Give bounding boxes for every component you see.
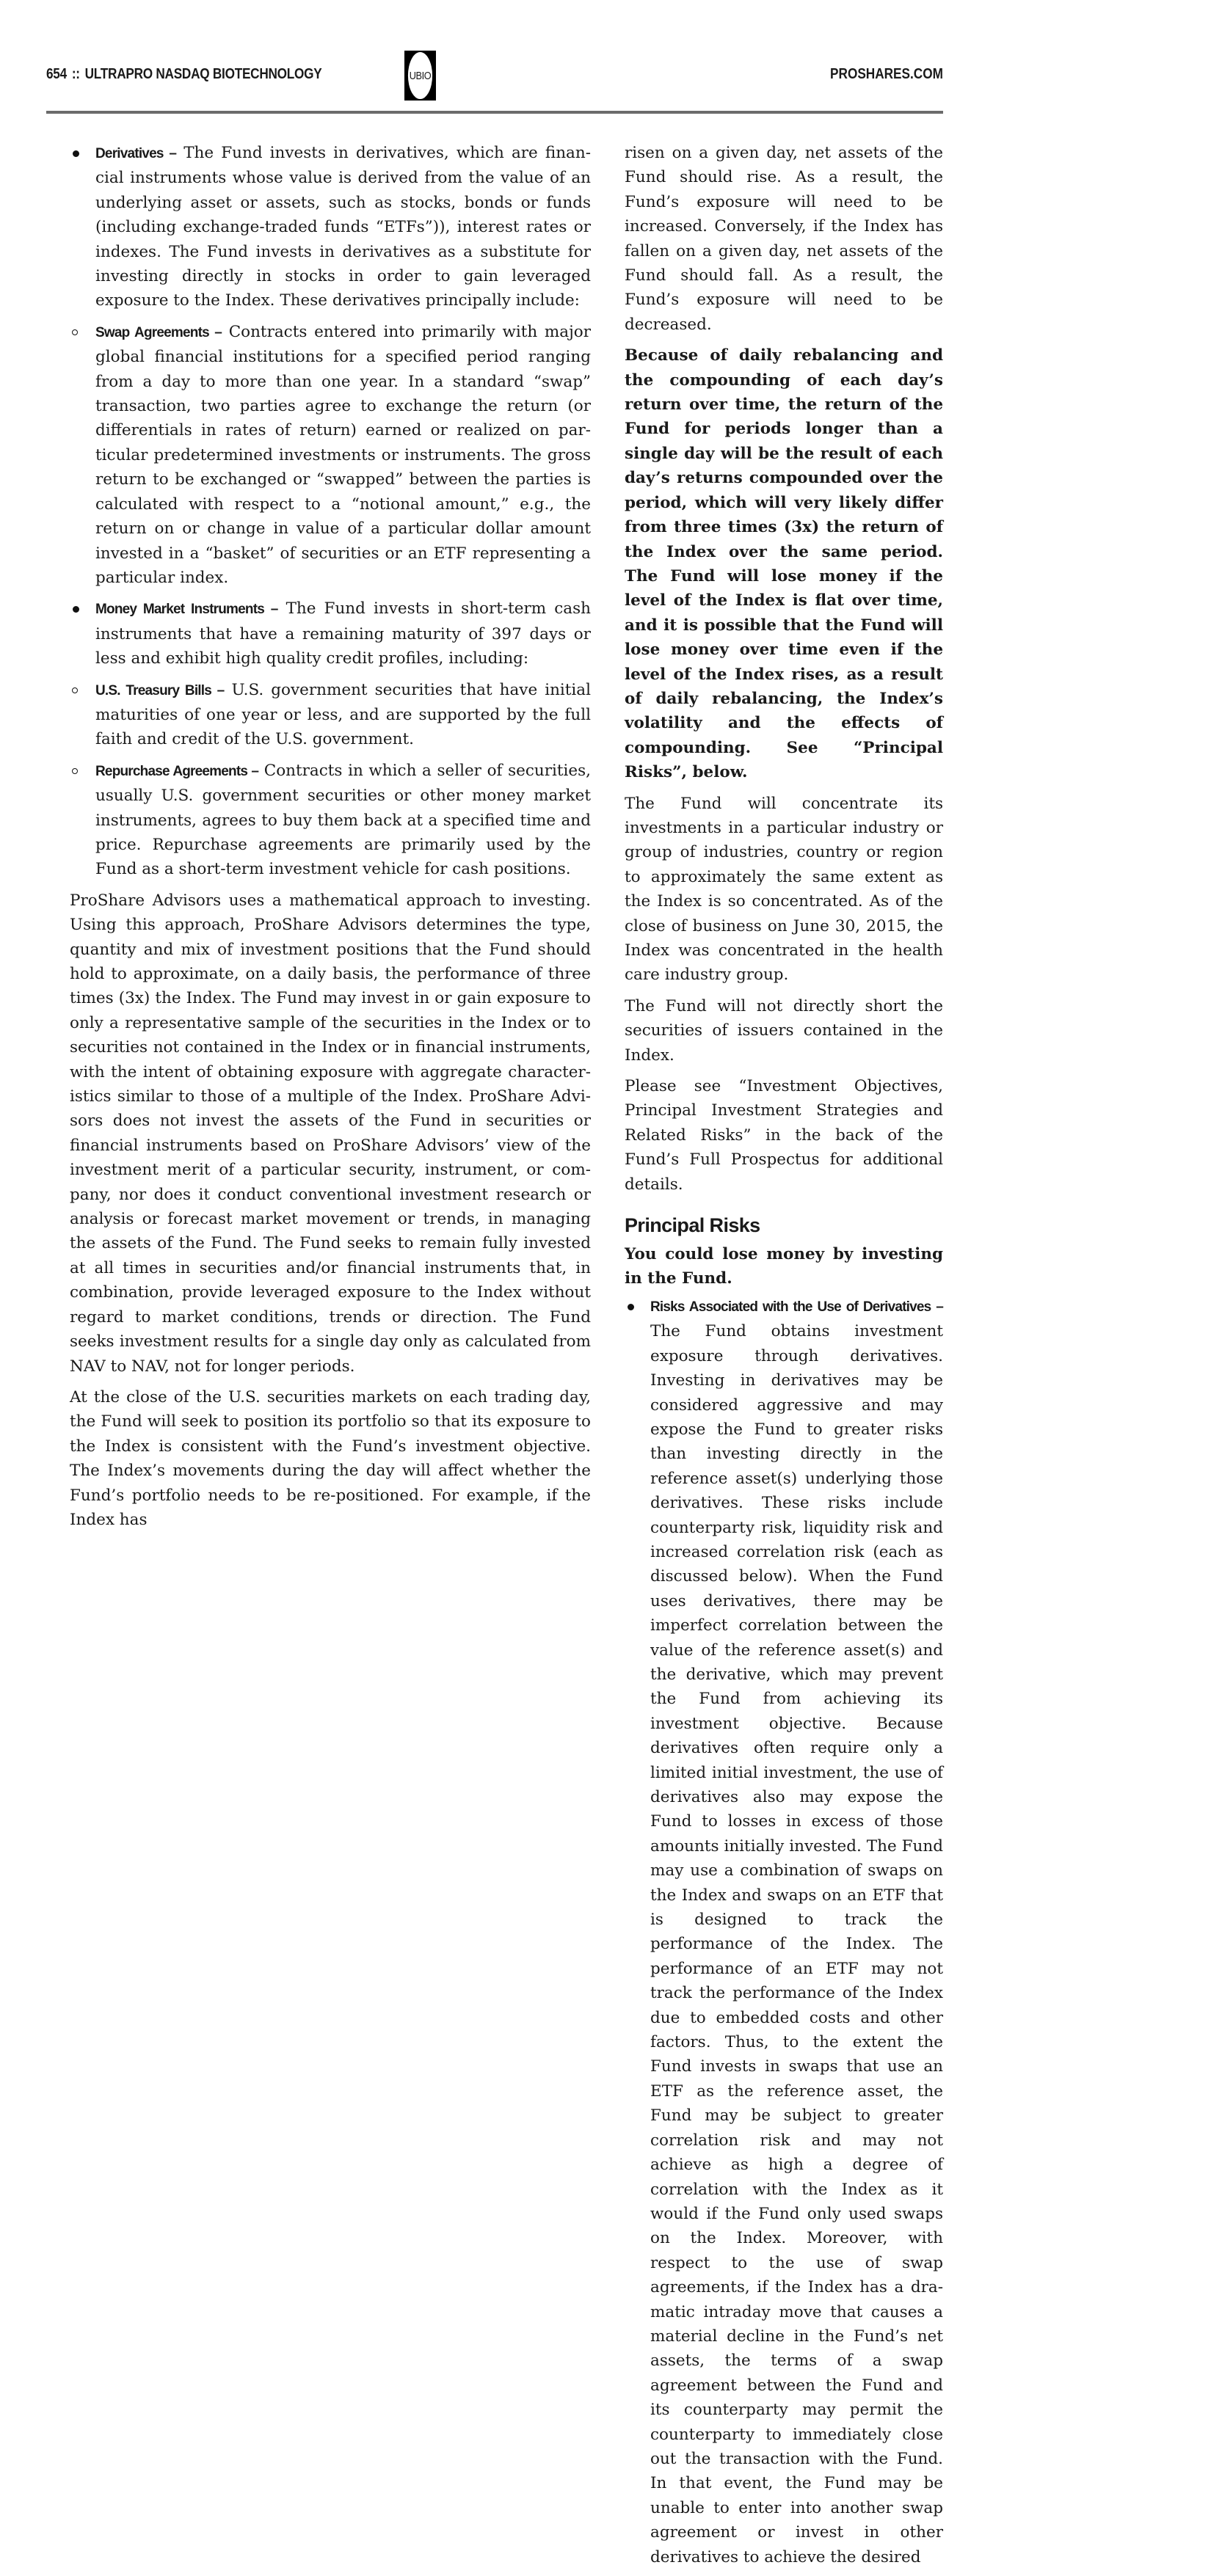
header-fund-title	[46, 66, 321, 83]
term-risk-derivatives: Risks Associated with the Use of Derivatives –	[650, 1299, 943, 1315]
list-item-treasury-bills	[70, 678, 591, 752]
paragraph-compounding-warning: Because of daily rebalancing and the compounding of each day’s return over time, the return of the Fund for periods longer than a single day will be the result of each day’s returns compounded over the period, which will very likely differ from three times (3x) the return of the Index over the same period. The Fund will lose money if the level of the Index is flat over time, and it is possible that the Fund will lose money over time even if the level of the Index rises, as a result of daily rebalancing, the Index’s volatility and the effects of compounding. See “Principal Risks”, below.	[625, 346, 943, 782]
text-swap-agreements: Contracts entered into primarily with major global financial institutions for a specified period ranging from a day to more than one year. In a standard “swap” transaction, two parties agree to exchange the return (or differentials in rates of return) earned or realized on particular predetermined investments or instruments. The gross return to be exchanged or “swapped” between the parties is calculated with respect to a “notional amount,” e.g., the return on or change in value of a particular dollar amount invested in a “basket” of securities or an ETF representing a particular index.	[95, 322, 592, 587]
page-number: 654	[46, 66, 67, 82]
text-repurchase-agreements: Contracts in which a seller of securities, usually U.S. government securities or other money market instruments, agrees to buy them back at a specified time and price. Repurchase agreements are primarily used by the Fund as a short-term investment vehicle for cash positions.	[95, 761, 591, 879]
paragraph-approach: ProShare Advisors uses a mathematical approach to investing. Using this approach, ProShare Advisors determines the type, quantity and mix of investment positions that the Fund should hold to approximate, on a daily basis, the performance of three times (3x) the Index. The Fund may invest in or gain exposure to only a representative sample of the securities in the Index or to securities not contained in the Index or in financial instruments, with the intent of obtaining exposure with aggregate characteristics similar to those of a multiple of the Index. ProShare Advisors does not invest the assets of the Fund in securities or financial instruments based on ProShare Advisors’ view of the investment merit of a particular security, instrument, or company, nor does it conduct conventional investment research or analysis or forecast market movement or trends, in managing the assets of the Fund. The Fund seeks to remain fully invested at all times in securities and/or financial instruments that, in combination, provide leveraged exposure to the Index without regard to market conditions, trends or direction. The Fund seeks investment results for a single day only as calculated from NAV to NAV, not for longer periods.	[70, 891, 591, 1376]
paragraph-close: At the close of the U.S. securities markets on each trading day, the Fund will seek to position its portfolio so that its exposure to the Index is consistent with the Fund’s investment objective. The Index’s movements during the day will affect whether the Fund’s portfolio needs to be re-positioned. For example, if the Index has	[70, 1387, 591, 1529]
page-header	[46, 44, 943, 114]
fund-title: ULTRAPRO NASDAQ BIOTECHNOLOGY	[84, 66, 322, 82]
paragraph-concentration: The Fund will concentrate its investments in a particular industry or group of industries, country or region to approximately the same extent as the Index is so concentrated. As of the close of business on June 30, 2015, the Index was concentrated in the health care industry group.	[625, 794, 943, 985]
list-item-money-market	[70, 596, 591, 671]
list-item-swap-agreements	[70, 320, 591, 590]
term-derivatives: Derivatives –	[95, 146, 177, 161]
ticker-label: UBIO	[408, 52, 432, 99]
term-money-market: Money Market Instruments –	[95, 602, 278, 618]
site-name: PROSHARES.COM	[830, 66, 943, 82]
lead-lose-money: You could lose money by investing in the Fund.	[625, 1245, 943, 1288]
paragraph-short: The Fund will not directly short the securities of issuers contained in the Index.	[625, 996, 943, 1065]
section-heading-principal-risks: Principal Risks	[625, 1214, 760, 1237]
list-item-repurchase-agreements	[70, 759, 591, 882]
text-risk-derivatives: The Fund obtains investment exposure through derivatives. Investing in derivatives may be considered aggressive and may expose the Fund to greater risks than investing directly in the reference asset(s) underlying those derivatives. These risks include counterparty risk, liquidity risk and increased correlation risk (each as discussed below). When the Fund uses derivatives, there may be imperfect correlation between the value of the reference asset(s) and the derivative, which may prevent the Fund from achieving its investment objective. Because derivatives often require only a limited initial investment, the use of derivatives also may expose the Fund to losses in excess of those amounts initially invested. The Fund may use a combination of swaps on the Index and swaps on an ETF that is designed to track the performance of the Index. The performance of an ETF may not track the performance of the Index due to embedded costs and other factors. Thus, to the extent the Fund invests in swaps that use an ETF as the reference asset, the Fund may be subject to greater correlation risk and may not achieve as high a degree of correlation with the Index as it would if the Fund only used swaps on the Index. Moreover, with respect to the use of swap agreements, if the Index has a dramatic intraday move that causes a material decline in the Fund’s net assets, the terms of a swap agreement between the Fund and its counterparty may permit the counterparty to immediately close out the transaction with the Fund. In that event, the Fund may be unable to enter into another swap agreement or invest in other derivatives to achieve the desired	[650, 1322, 943, 2566]
header-divider	[46, 111, 943, 114]
paragraph-continued: risen on a given day, net assets of the Fund should rise. As a result, the Fund’s exposure will need to be increased. Conversely, if the Index has fallen on a given day, net assets of the Fund should fall. As a result, the Fund’s exposure will need to be decreased.	[625, 144, 943, 334]
term-treasury-bills: U.S. Treasury Bills –	[95, 682, 225, 698]
right-column	[625, 141, 943, 2576]
header-separator: ::	[71, 66, 80, 82]
text-treasury-bills: U.S. government securities that have initial maturities of one year or less, and are supported by the full faith and credit of the U.S. government.	[95, 680, 592, 749]
text-derivatives: The Fund invests in derivatives, which are financial instruments whose value is derived from the value of an underlying asset or assets, such as stocks, bonds or funds (including exchange-traded funds “ETFs”)), interest rates or indexes. The Fund invests in derivatives as a substitute for investing directly in stocks in order to gain leveraged exposure to the Index. These derivatives principally include:	[95, 144, 591, 310]
ticker-badge-icon	[404, 51, 436, 101]
term-swap-agreements: Swap Agreements –	[95, 324, 222, 340]
list-item-derivatives	[70, 141, 591, 313]
left-column	[70, 141, 591, 1539]
text-money-market: The Fund invests in short-term cash instruments that have a remaining maturity of 397 days or less and exhibit high quality credit profiles, including:	[95, 599, 591, 668]
paragraph-see-prospectus: Please see “Investment Objectives, Principal Investment Strategies and Related Risks” in the back of the Fund’s Full Prospectus for additional details.	[625, 1077, 943, 1194]
list-item-risk-derivatives	[625, 1294, 943, 2569]
term-repurchase-agreements: Repurchase Agreements –	[95, 763, 259, 779]
